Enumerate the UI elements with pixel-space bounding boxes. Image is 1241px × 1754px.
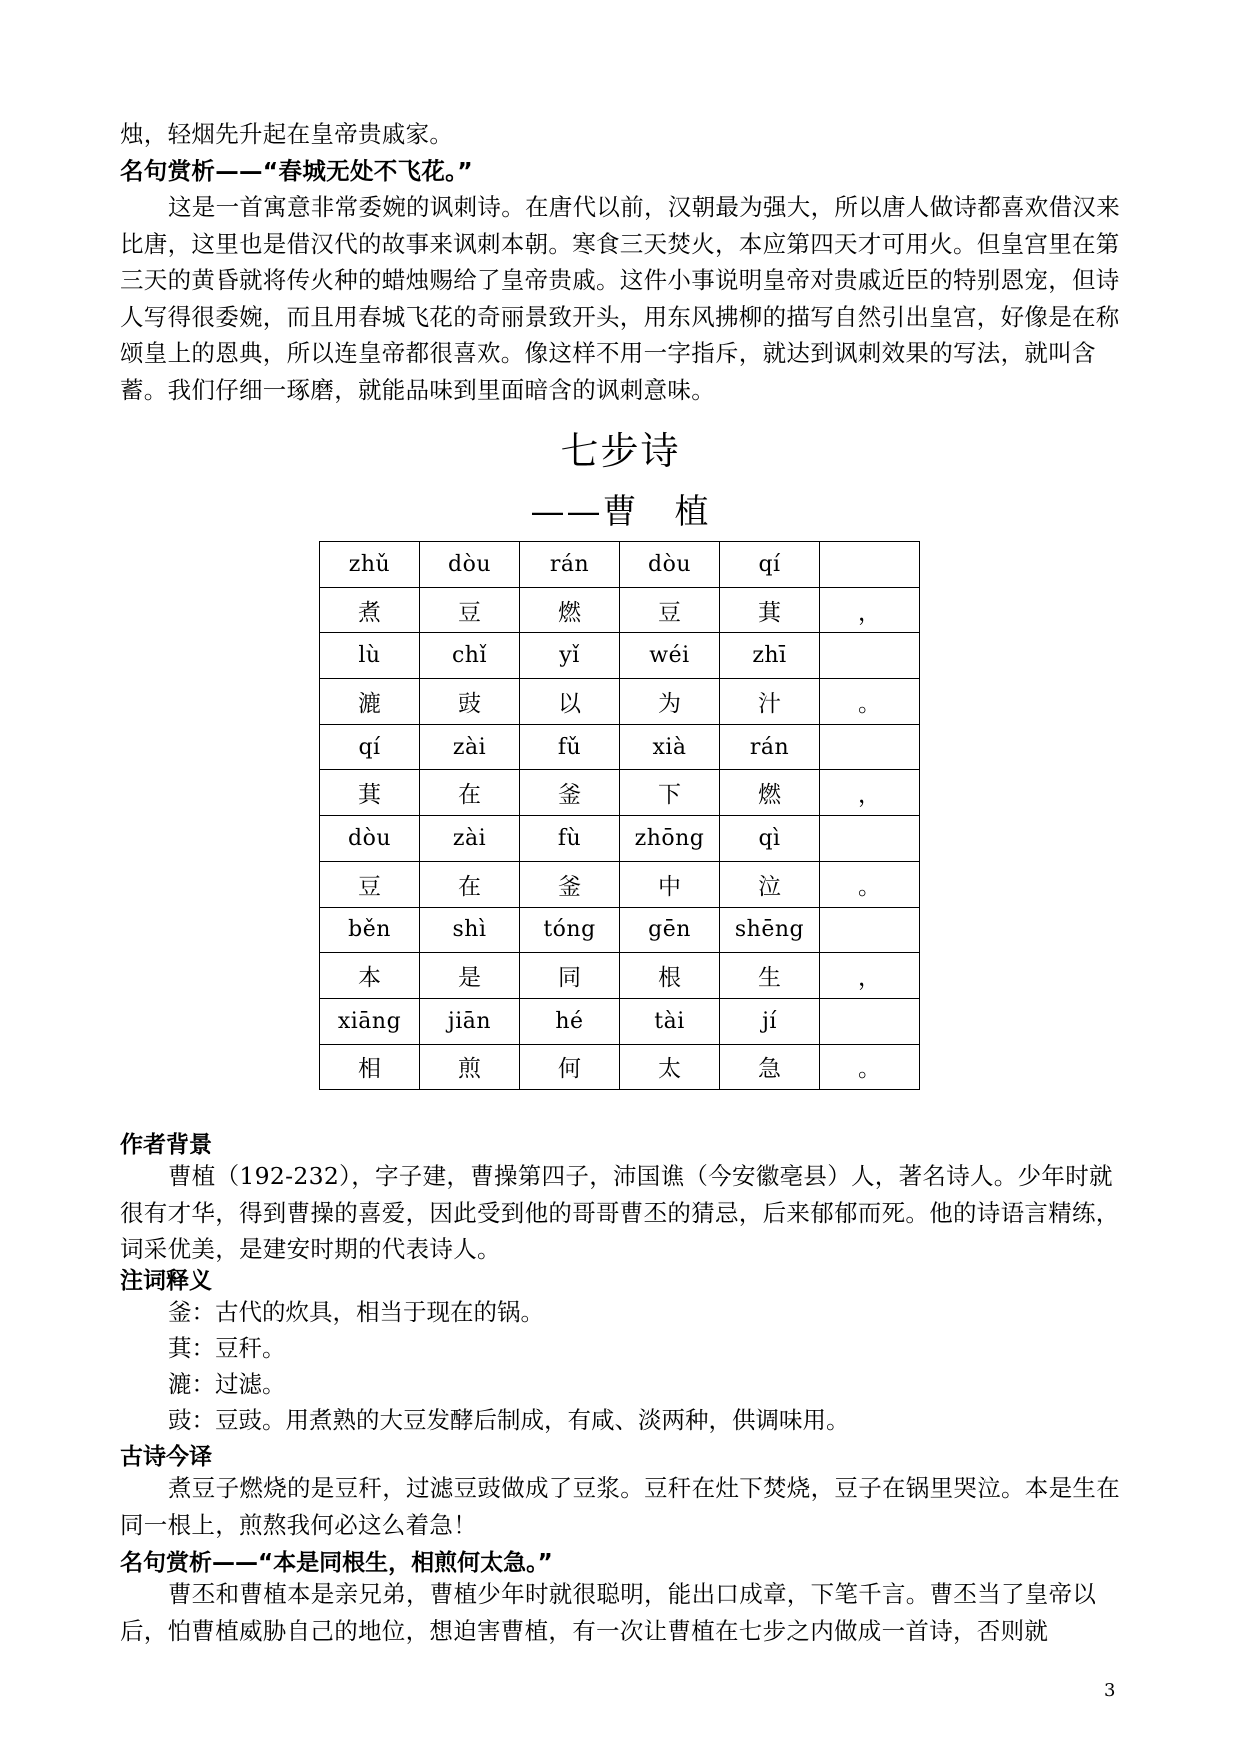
hanzi-cell: ， (820, 587, 920, 633)
hanzi-cell: 豆 (620, 587, 720, 633)
hanzi-cell: 何 (520, 1044, 620, 1090)
note-item: 萁：豆秆。 (168, 1334, 286, 1362)
hanzi-cell: 泣 (720, 861, 820, 907)
hanzi-row (320, 1044, 920, 1090)
hanzi-cell: 在 (420, 861, 520, 907)
pinyin-cell: zài (420, 724, 520, 770)
pinyin-cell: zhī (720, 633, 820, 679)
poem-table (319, 541, 920, 1090)
pinyin-cell: qí (720, 542, 820, 588)
hanzi-cell: 萁 (720, 587, 820, 633)
pinyin-cell: wéi (620, 633, 720, 679)
pinyin-cell: lù (320, 633, 420, 679)
pinyin-cell: fù (520, 816, 620, 862)
appreciation-paragraph: 曹丕和曹植本是亲兄弟，曹植少年时就很聪明，能出口成章，下笔千言。曹丕当了皇帝以后，怕曹植威胁自己的地位，想迫害曹植，有一次让曹植在七步之内做成一首诗，否则就 (120, 1580, 1097, 1645)
hanzi-cell: 豉 (420, 679, 520, 725)
pinyin-cell: dòu (320, 816, 420, 862)
pinyin-cell: rán (720, 724, 820, 770)
pinyin-cell: fǔ (520, 724, 620, 770)
pinyin-row (320, 724, 920, 770)
pinyin-cell: yǐ (520, 633, 620, 679)
pinyin-cell: zhōng (620, 816, 720, 862)
intro-line: 烛，轻烟先升起在皇帝贵戚家。 (120, 120, 454, 148)
pinyin-row (320, 542, 920, 588)
hanzi-cell: 釜 (520, 861, 620, 907)
pinyin-cell: chǐ (420, 633, 520, 679)
hanzi-row (320, 770, 920, 816)
hanzi-cell: 急 (720, 1044, 820, 1090)
intro-heading: 名句赏析——“春城无处不飞花。” (120, 157, 473, 185)
pinyin-cell: qí (320, 724, 420, 770)
pinyin-cell: rán (520, 542, 620, 588)
hanzi-cell: 本 (320, 953, 420, 999)
pinyin-cell (820, 724, 920, 770)
background-heading: 作者背景 (120, 1132, 212, 1158)
note-item: 釜：古代的炊具，相当于现在的锅。 (168, 1298, 544, 1326)
hanzi-row (320, 587, 920, 633)
hanzi-cell: 萁 (320, 770, 420, 816)
hanzi-cell: 豆 (420, 587, 520, 633)
hanzi-cell: 。 (820, 1044, 920, 1090)
appreciation-heading: 名句赏析——“本是同根生，相煎何太急。” (120, 1550, 553, 1576)
pinyin-cell: shì (420, 907, 520, 953)
pinyin-cell: qì (720, 816, 820, 862)
pinyin-row (320, 998, 920, 1044)
hanzi-cell: 釜 (520, 770, 620, 816)
pinyin-cell (820, 633, 920, 679)
notes-heading: 注词释义 (120, 1268, 212, 1294)
hanzi-cell: ， (820, 953, 920, 999)
pinyin-row (320, 907, 920, 953)
hanzi-cell: 漉 (320, 679, 420, 725)
pinyin-cell: hé (520, 998, 620, 1044)
hanzi-cell: 生 (720, 953, 820, 999)
pinyin-cell: zài (420, 816, 520, 862)
hanzi-cell: 燃 (520, 587, 620, 633)
background-paragraph: 曹植（192-232），字子建，曹操第四子，沛国谯（今安徽亳县）人，著名诗人。少年时就很有才华，得到曹操的喜爱，因此受到他的哥哥曹丕的猜忌，后来郁郁而死。他的诗语言精练，词采优美，是建安时期的代表诗人。 (120, 1162, 1120, 1263)
hanzi-cell: 相 (320, 1044, 420, 1090)
pinyin-cell: shēng (720, 907, 820, 953)
pinyin-cell: tài (620, 998, 720, 1044)
pinyin-cell: tóng (520, 907, 620, 953)
hanzi-cell: 燃 (720, 770, 820, 816)
hanzi-cell: 是 (420, 953, 520, 999)
hanzi-cell: 煎 (420, 1044, 520, 1090)
pinyin-cell: gēn (620, 907, 720, 953)
hanzi-cell: 下 (620, 770, 720, 816)
hanzi-row (320, 953, 920, 999)
pinyin-cell: zhǔ (320, 542, 420, 588)
poem-author: ——曹 植 (530, 492, 711, 532)
poem-title: 七步诗 (560, 429, 681, 473)
pinyin-cell (820, 542, 920, 588)
hanzi-cell: 为 (620, 679, 720, 725)
translation-heading: 古诗今译 (120, 1444, 212, 1470)
pinyin-cell: dòu (620, 542, 720, 588)
pinyin-cell: jiān (420, 998, 520, 1044)
hanzi-cell: 根 (620, 953, 720, 999)
hanzi-row (320, 861, 920, 907)
hanzi-cell: 豆 (320, 861, 420, 907)
hanzi-cell: 中 (620, 861, 720, 907)
pinyin-cell (820, 998, 920, 1044)
hanzi-cell: 汁 (720, 679, 820, 725)
hanzi-cell: 以 (520, 679, 620, 725)
intro-paragraph: 这是一首寓意非常委婉的讽刺诗。在唐代以前，汉朝最为强大，所以唐人做诗都喜欢借汉来比唐，这里也是借汉代的故事来讽刺本朝。寒食三天焚火，本应第四天才可用火。但皇宫里在第三天的黄昏就将传火种的蜡烛赐给了皇帝贵戚。这件小事说明皇帝对贵戚近臣的特别恩宠，但诗人写得很委婉，而且用春城飞花的奇丽景致开头，用东风拂柳的描写自然引出皇宫，好像是在称颂皇上的恩典，所以连皇帝都很喜欢。像这样不用一字指斥，就达到讽刺效果的写法，就叫含蓄。我们仔细一琢磨，就能品味到里面暗含的讽刺意味。 (120, 193, 1120, 404)
pinyin-cell (820, 907, 920, 953)
page-number: 3 (1104, 1680, 1116, 1701)
pinyin-cell (820, 816, 920, 862)
pinyin-cell: xiāng (320, 998, 420, 1044)
hanzi-cell: ， (820, 770, 920, 816)
pinyin-cell: dòu (420, 542, 520, 588)
note-item: 豉：豆豉。用煮熟的大豆发酵后制成，有咸、淡两种，供调味用。 (168, 1406, 850, 1434)
hanzi-cell: 同 (520, 953, 620, 999)
hanzi-cell: 。 (820, 679, 920, 725)
pinyin-cell: jí (720, 998, 820, 1044)
translation-paragraph: 煮豆子燃烧的是豆秆，过滤豆豉做成了豆浆。豆秆在灶下焚烧，豆子在锅里哭泣。本是生在同一根上，煎熬我何必这么着急！ (120, 1474, 1120, 1539)
hanzi-cell: 。 (820, 861, 920, 907)
note-item: 漉：过滤。 (168, 1370, 286, 1398)
hanzi-cell: 煮 (320, 587, 420, 633)
pinyin-cell: běn (320, 907, 420, 953)
pinyin-cell: xià (620, 724, 720, 770)
pinyin-row (320, 633, 920, 679)
pinyin-row (320, 816, 920, 862)
hanzi-row (320, 679, 920, 725)
hanzi-cell: 太 (620, 1044, 720, 1090)
hanzi-cell: 在 (420, 770, 520, 816)
